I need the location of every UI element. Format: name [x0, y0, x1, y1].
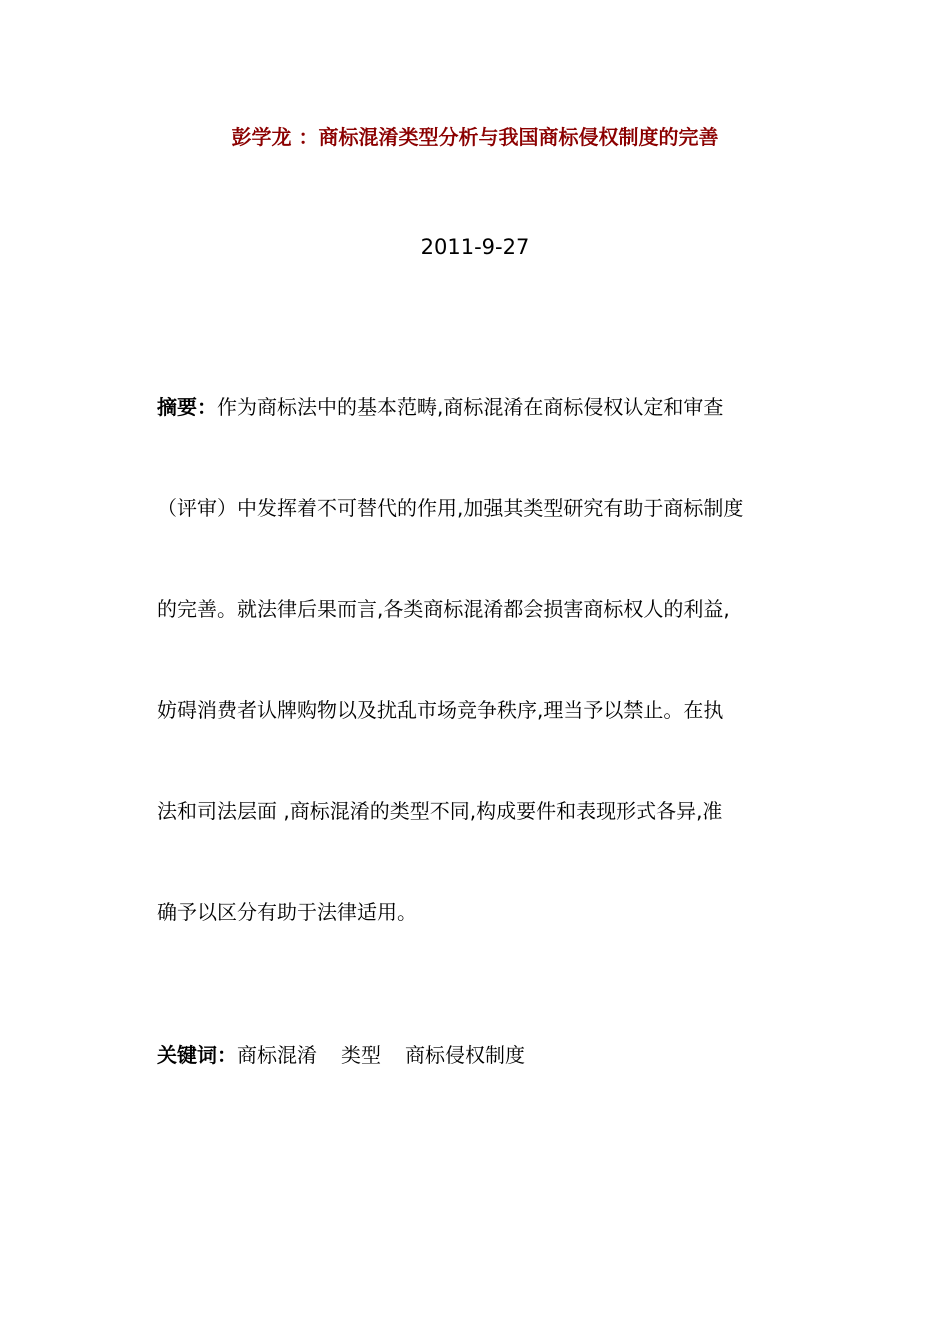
keyword-1: 商标混淆 — [237, 1043, 317, 1067]
abstract-line-6: 确予以区分有助于法律适用。 — [157, 900, 417, 924]
keywords-section — [157, 1040, 525, 1070]
keywords-label: 关键词： — [157, 1043, 237, 1067]
abstract-line-3: 的完善。就法律后果而言,各类商标混淆都会损害商标权人的利益, — [157, 597, 730, 621]
document-title: 彭学龙 ：商标混淆类型分析与我国商标侵权制度的完善 — [231, 125, 719, 149]
abstract-line-4: 妨碍消费者认牌购物以及扰乱市场竞争秩序,理当予以禁止。在执 — [157, 698, 724, 722]
abstract-line-5: 法和司法层面 ,商标混淆的类型不同,构成要件和表现形式各异,准 — [157, 799, 723, 823]
keyword-3: 商标侵权制度 — [405, 1043, 525, 1067]
abstract-text: 作为商标法中的基本范畴,商标混淆在商标侵权认定和审查 — [217, 395, 724, 419]
abstract-label: 摘要： — [157, 395, 217, 419]
abstract-line-1 — [157, 392, 807, 493]
keyword-2: 类型 — [341, 1043, 381, 1067]
document-date: 2011-9-27 — [420, 235, 530, 259]
abstract-section — [157, 392, 807, 998]
abstract-line-2: （评审）中发挥着不可替代的作用,加强其类型研究有助于商标制度 — [157, 496, 744, 520]
